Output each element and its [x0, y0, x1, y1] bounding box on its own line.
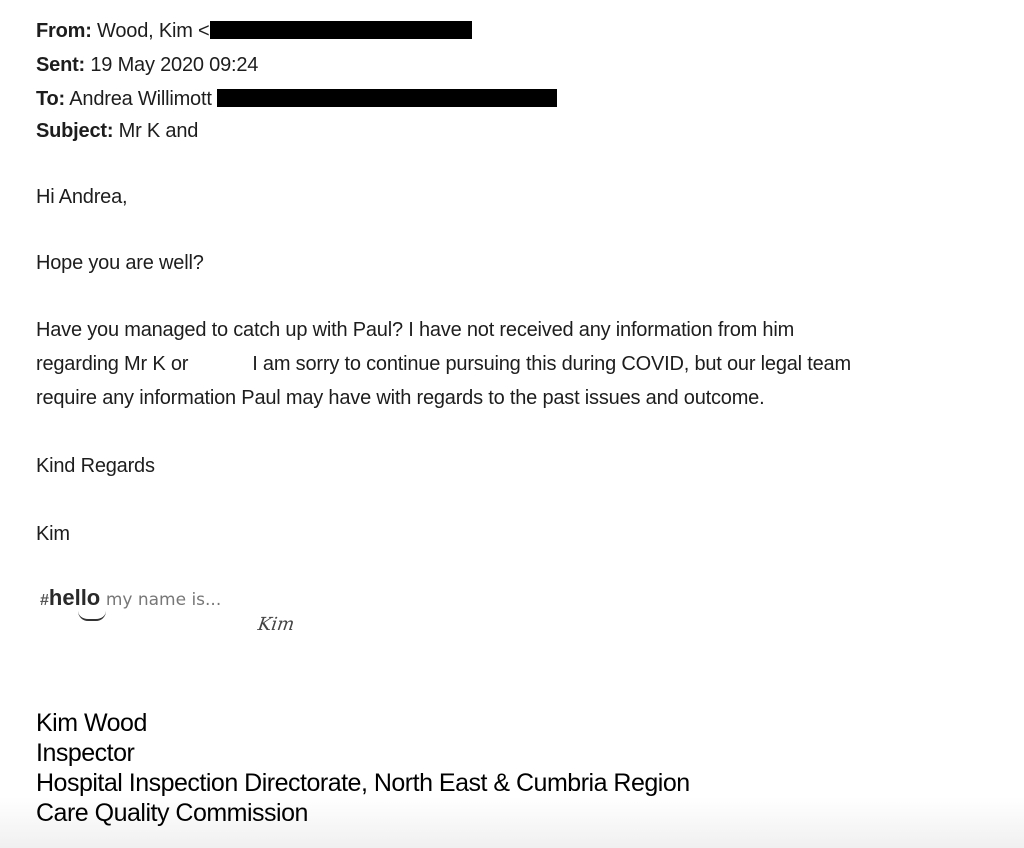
from-value: Wood, Kim < — [97, 20, 210, 42]
sent-value: 19 May 2020 09:24 — [90, 54, 259, 76]
body-paragraph — [36, 313, 851, 415]
smile-icon — [78, 611, 106, 621]
paragraph-line: require any information Paul may have with regards to the past issues and outcome. — [36, 387, 765, 409]
to-value: Andrea Willimott — [69, 88, 212, 110]
redaction-bar — [210, 21, 472, 39]
subject-line — [36, 119, 198, 143]
from-line — [36, 19, 472, 43]
signature-block — [36, 708, 690, 828]
signature-name: Kim Wood — [36, 709, 147, 737]
signature-organisation: Care Quality Commission — [36, 799, 308, 827]
redaction-bar — [217, 89, 557, 107]
signature-title: Inspector — [36, 739, 135, 767]
paragraph-line: Have you managed to catch up with Paul? I have not received any information from him — [36, 319, 795, 341]
to-label: To: — [36, 88, 66, 110]
sent-label: Sent: — [36, 54, 86, 76]
sender-first-name: Kim — [36, 523, 70, 545]
handwritten-signature: Kim — [256, 614, 296, 635]
hello-my-name-is-logo: #hello my name is... — [40, 585, 260, 625]
closing: Kind Regards — [36, 455, 155, 477]
paragraph-line: regarding Mr K or I am sorry to continue pursuing this during COVID, but our legal team — [36, 353, 851, 375]
greeting: Hi Andrea, — [36, 186, 128, 208]
from-label: From: — [36, 20, 92, 42]
subject-value: Mr K and — [118, 120, 199, 142]
opening-line: Hope you are well? — [36, 252, 204, 274]
to-line — [36, 87, 557, 111]
subject-label: Subject: — [36, 120, 114, 142]
sent-line — [36, 53, 258, 77]
signature-directorate: Hospital Inspection Directorate, North East & Cumbria Region — [36, 769, 690, 797]
